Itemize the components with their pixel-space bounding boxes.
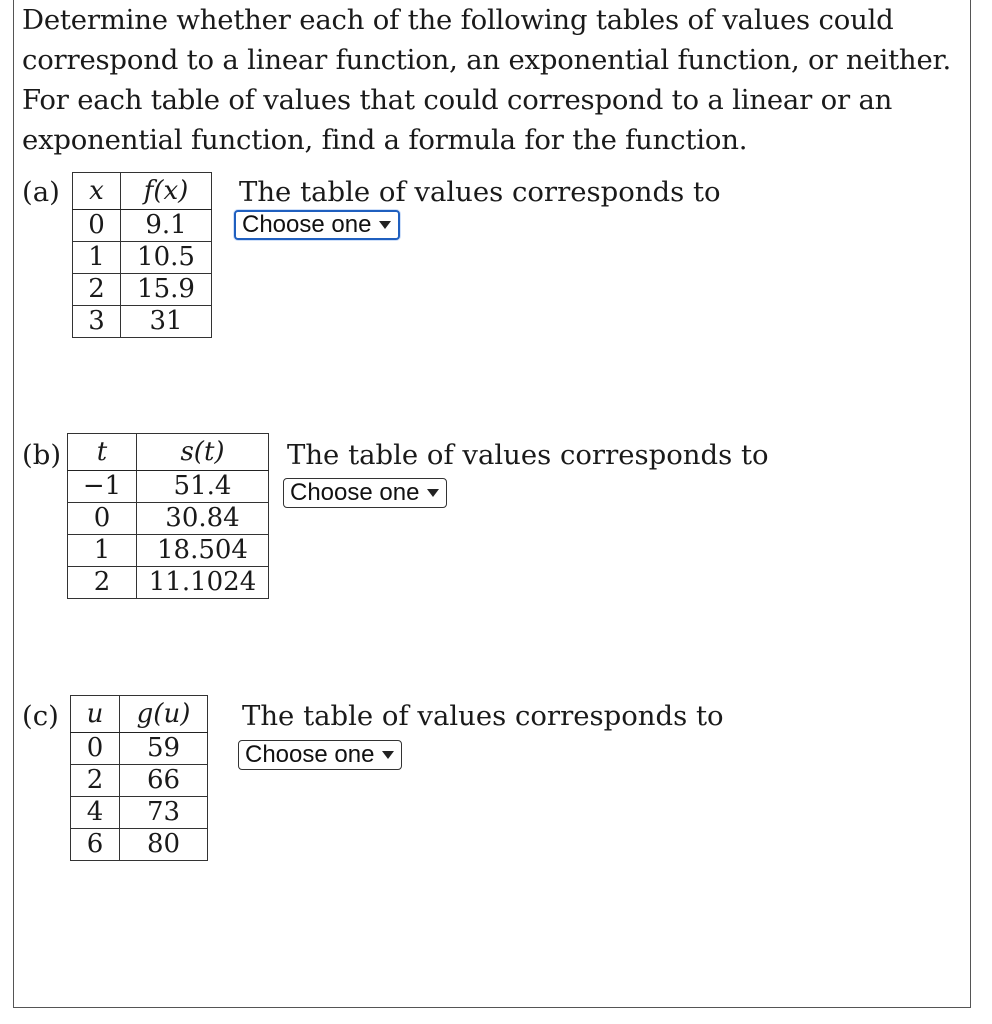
table-header-row: [71, 696, 208, 733]
table-cell: −1: [68, 471, 137, 503]
table-row: [73, 306, 212, 338]
table-header-cell: f(x): [121, 173, 212, 210]
table-row: [73, 242, 212, 274]
part-c-select[interactable]: [238, 740, 402, 770]
table-cell: 66: [120, 765, 208, 797]
table-cell: 80: [120, 829, 208, 861]
table-header-cell: x: [73, 173, 121, 210]
table-cell: 0: [68, 503, 137, 535]
table-cell: 31: [121, 306, 212, 338]
table-row: [73, 210, 212, 242]
instructions-line: Determine whether each of the following tables of values could: [22, 4, 894, 36]
select-value: Choose one: [242, 211, 372, 238]
table-cell: 30.84: [137, 503, 269, 535]
select-value: Choose one: [245, 741, 375, 768]
table-cell: 3: [73, 306, 121, 338]
table-cell: 59: [120, 733, 208, 765]
table-cell: 11.1024: [137, 567, 269, 599]
table-row: [71, 797, 208, 829]
part-a-prompt: The table of values corresponds to: [239, 176, 721, 208]
select-value: Choose one: [290, 479, 420, 506]
caret-down-icon: [379, 221, 391, 229]
part-c-label: (c): [22, 700, 59, 732]
table-cell: 9.1: [121, 210, 212, 242]
table-row: [68, 471, 269, 503]
table-cell: 2: [68, 567, 137, 599]
part-b-label: (b): [22, 439, 62, 471]
caret-down-icon: [427, 489, 439, 497]
instructions-line: exponential function, find a formula for the function.: [22, 124, 748, 156]
table-row: [68, 535, 269, 567]
table-row: [71, 733, 208, 765]
part-a-table: [72, 172, 212, 338]
part-a-label: (a): [22, 176, 60, 208]
table-row: [68, 503, 269, 535]
part-c-table: [70, 695, 208, 861]
instructions-line: correspond to a linear function, an exponential function, or neither.: [22, 44, 951, 76]
table-cell: 1: [73, 242, 121, 274]
table-cell: 4: [71, 797, 120, 829]
table-cell: 6: [71, 829, 120, 861]
table-cell: 2: [71, 765, 120, 797]
part-b-table: [67, 433, 269, 599]
table-cell: 10.5: [121, 242, 212, 274]
table-cell: 15.9: [121, 274, 212, 306]
table-header-cell: u: [71, 696, 120, 733]
table-cell: 0: [71, 733, 120, 765]
table-row: [73, 274, 212, 306]
table-cell: 1: [68, 535, 137, 567]
problem-instructions: [22, 0, 962, 160]
table-row: [71, 829, 208, 861]
table-row: [71, 765, 208, 797]
table-header-cell: t: [68, 434, 137, 471]
table-header-cell: s(t): [137, 434, 269, 471]
part-c-prompt: The table of values corresponds to: [242, 700, 724, 732]
table-cell: 18.504: [137, 535, 269, 567]
table-cell: 51.4: [137, 471, 269, 503]
table-cell: 73: [120, 797, 208, 829]
table-header-row: [73, 173, 212, 210]
table-header-row: [68, 434, 269, 471]
caret-down-icon: [382, 751, 394, 759]
table-cell: 2: [73, 274, 121, 306]
instructions-line: For each table of values that could correspond to a linear or an: [22, 84, 893, 116]
part-b-select[interactable]: [283, 478, 447, 508]
table-cell: 0: [73, 210, 121, 242]
part-a-select[interactable]: [234, 210, 400, 240]
table-header-cell: g(u): [120, 696, 208, 733]
table-row: [68, 567, 269, 599]
part-b-prompt: The table of values corresponds to: [287, 439, 769, 471]
